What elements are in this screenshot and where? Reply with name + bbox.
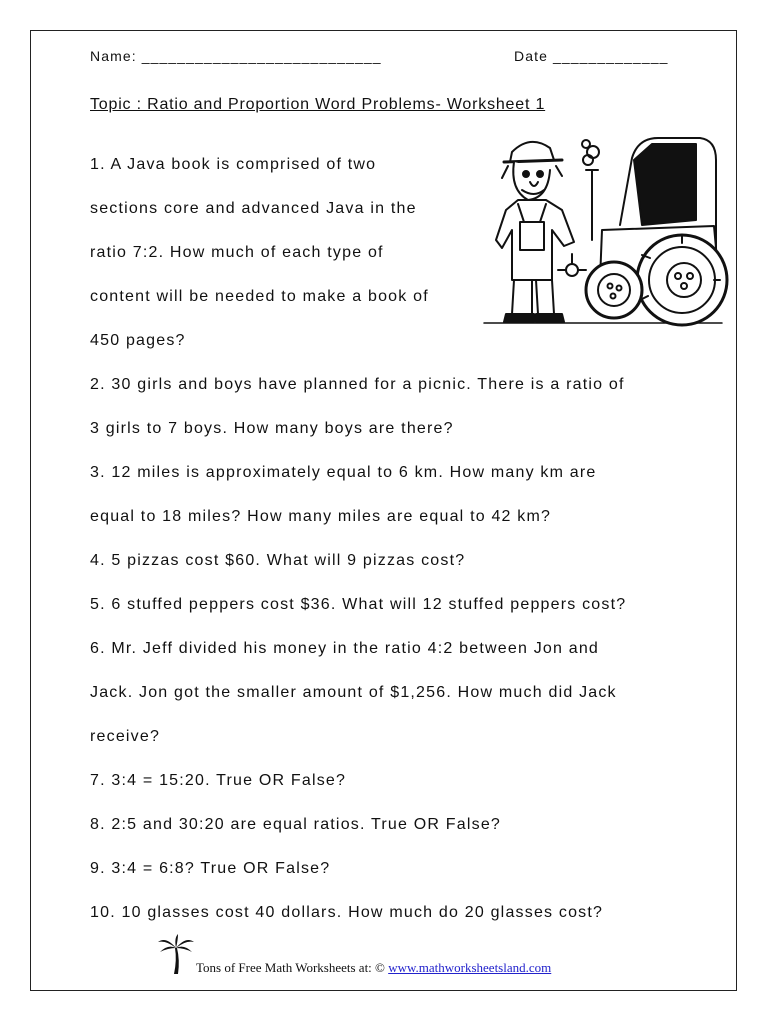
question-6-line-1: 6. Mr. Jeff divided his money in the ratio 4:2 between Jon and — [90, 640, 600, 657]
question-1-line-1: 1. A Java book is comprised of two — [90, 156, 377, 173]
question-6-line-3: receive? — [90, 728, 161, 745]
question-1-line-4: content will be needed to make a book of — [90, 288, 429, 305]
question-3-line-1: 3. 12 miles is approximately equal to 6 km. How many km are — [90, 464, 597, 481]
footer-text: Tons of Free Math Worksheets at: © — [196, 960, 389, 975]
date-field-label: Date _____________ — [514, 48, 669, 64]
question-10: 10. 10 glasses cost 40 dollars. How much do 20 glasses cost? — [90, 904, 604, 921]
question-2-line-1: 2. 30 girls and boys have planned for a picnic. There is a ratio of — [90, 376, 625, 393]
question-9: 9. 3:4 = 6:8? True OR False? — [90, 860, 331, 877]
question-6-line-2: Jack. Jon got the smaller amount of $1,256. How much did Jack — [90, 684, 617, 701]
footer — [196, 960, 551, 976]
footer-link[interactable]: www.mathworksheetsland.com — [388, 960, 552, 975]
question-5: 5. 6 stuffed peppers cost $36. What will 12 stuffed peppers cost? — [90, 596, 627, 613]
name-field-label: Name: ___________________________ — [90, 48, 382, 64]
question-2-line-2: 3 girls to 7 boys. How many boys are there? — [90, 420, 454, 437]
question-4: 4. 5 pizzas cost $60. What will 9 pizzas cost? — [90, 552, 466, 569]
question-1-line-2: sections core and advanced Java in the — [90, 200, 417, 217]
worksheet-topic: Topic : Ratio and Proportion Word Problems- Worksheet 1 — [90, 96, 546, 113]
palm-tree-icon — [156, 934, 196, 974]
question-8: 8. 2:5 and 30:20 are equal ratios. True OR False? — [90, 816, 502, 833]
question-3-line-2: equal to 18 miles? How many miles are equal to 42 km? — [90, 508, 552, 525]
question-1-line-5: 450 pages? — [90, 332, 186, 349]
farmer-tractor-illustration — [482, 130, 732, 330]
question-1-line-3: ratio 7:2. How much of each type of — [90, 244, 384, 261]
question-7: 7. 3:4 = 15:20. True OR False? — [90, 772, 347, 789]
